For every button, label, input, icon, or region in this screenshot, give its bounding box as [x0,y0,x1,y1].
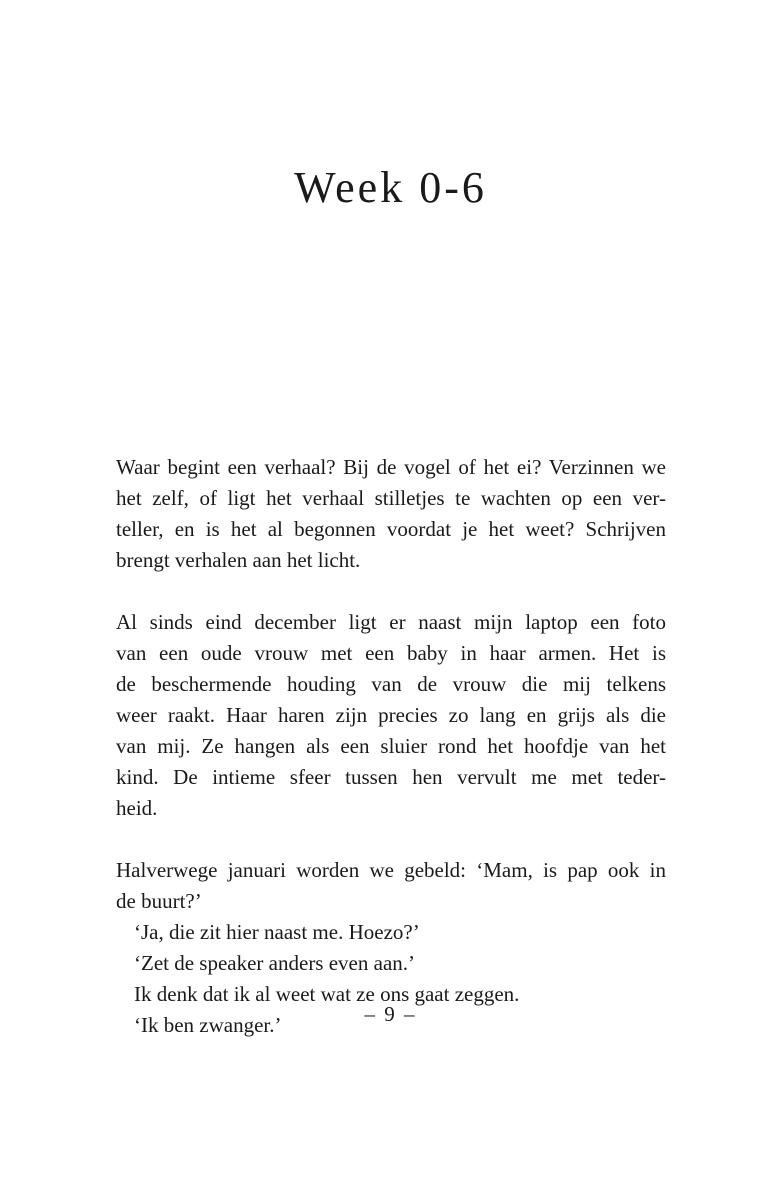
text-line: Al sinds eind december ligt er naast mijn laptop een foto [116,610,666,634]
text-line: weer raakt. Haar haren zijn precies zo lang en grijs als die [116,703,666,727]
text-line: kind. De intieme sfeer tussen hen vervult me met teder- [116,765,666,789]
dialogue-line: Ik denk dat ik al weet wat ze ons gaat zeggen. [134,982,520,1006]
text-line: de buurt?’ [116,889,202,913]
chapter-title: Week 0-6 [294,163,487,212]
text-line: het zelf, of ligt het verhaal stilletjes te wachten op een ver- [116,486,666,510]
text-line: van een oude vrouw met een baby in haar armen. Het is [116,641,666,665]
dialogue-line: ‘Ja, die zit hier naast me. Hoezo?’ [134,920,420,944]
text-line: de beschermende houding van de vrouw die mij telkens [116,672,666,696]
text-line: Halverwege januari worden we gebeld: ‘Mam, is pap ook in [116,858,666,882]
text-line: brengt verhalen aan het licht. [116,548,361,572]
text-line: teller, en is het al begonnen voordat je het weet? Schrijven [116,517,666,541]
paragraph-1 [116,452,666,576]
text-line: heid. [116,796,158,820]
dialogue-line: ‘Ik ben zwanger.’ [134,1013,282,1037]
page-number: – 9 – [364,1002,417,1026]
text-line: Waar begint een verhaal? Bij de vogel of het ei? Verzinnen we [116,455,666,479]
paragraph-2 [116,607,666,824]
dialogue-line: ‘Zet de speaker anders even aan.’ [134,951,416,975]
body-text [116,452,666,1041]
text-line: van mij. Ze hangen als een sluier rond het hoofdje van het [116,734,666,758]
